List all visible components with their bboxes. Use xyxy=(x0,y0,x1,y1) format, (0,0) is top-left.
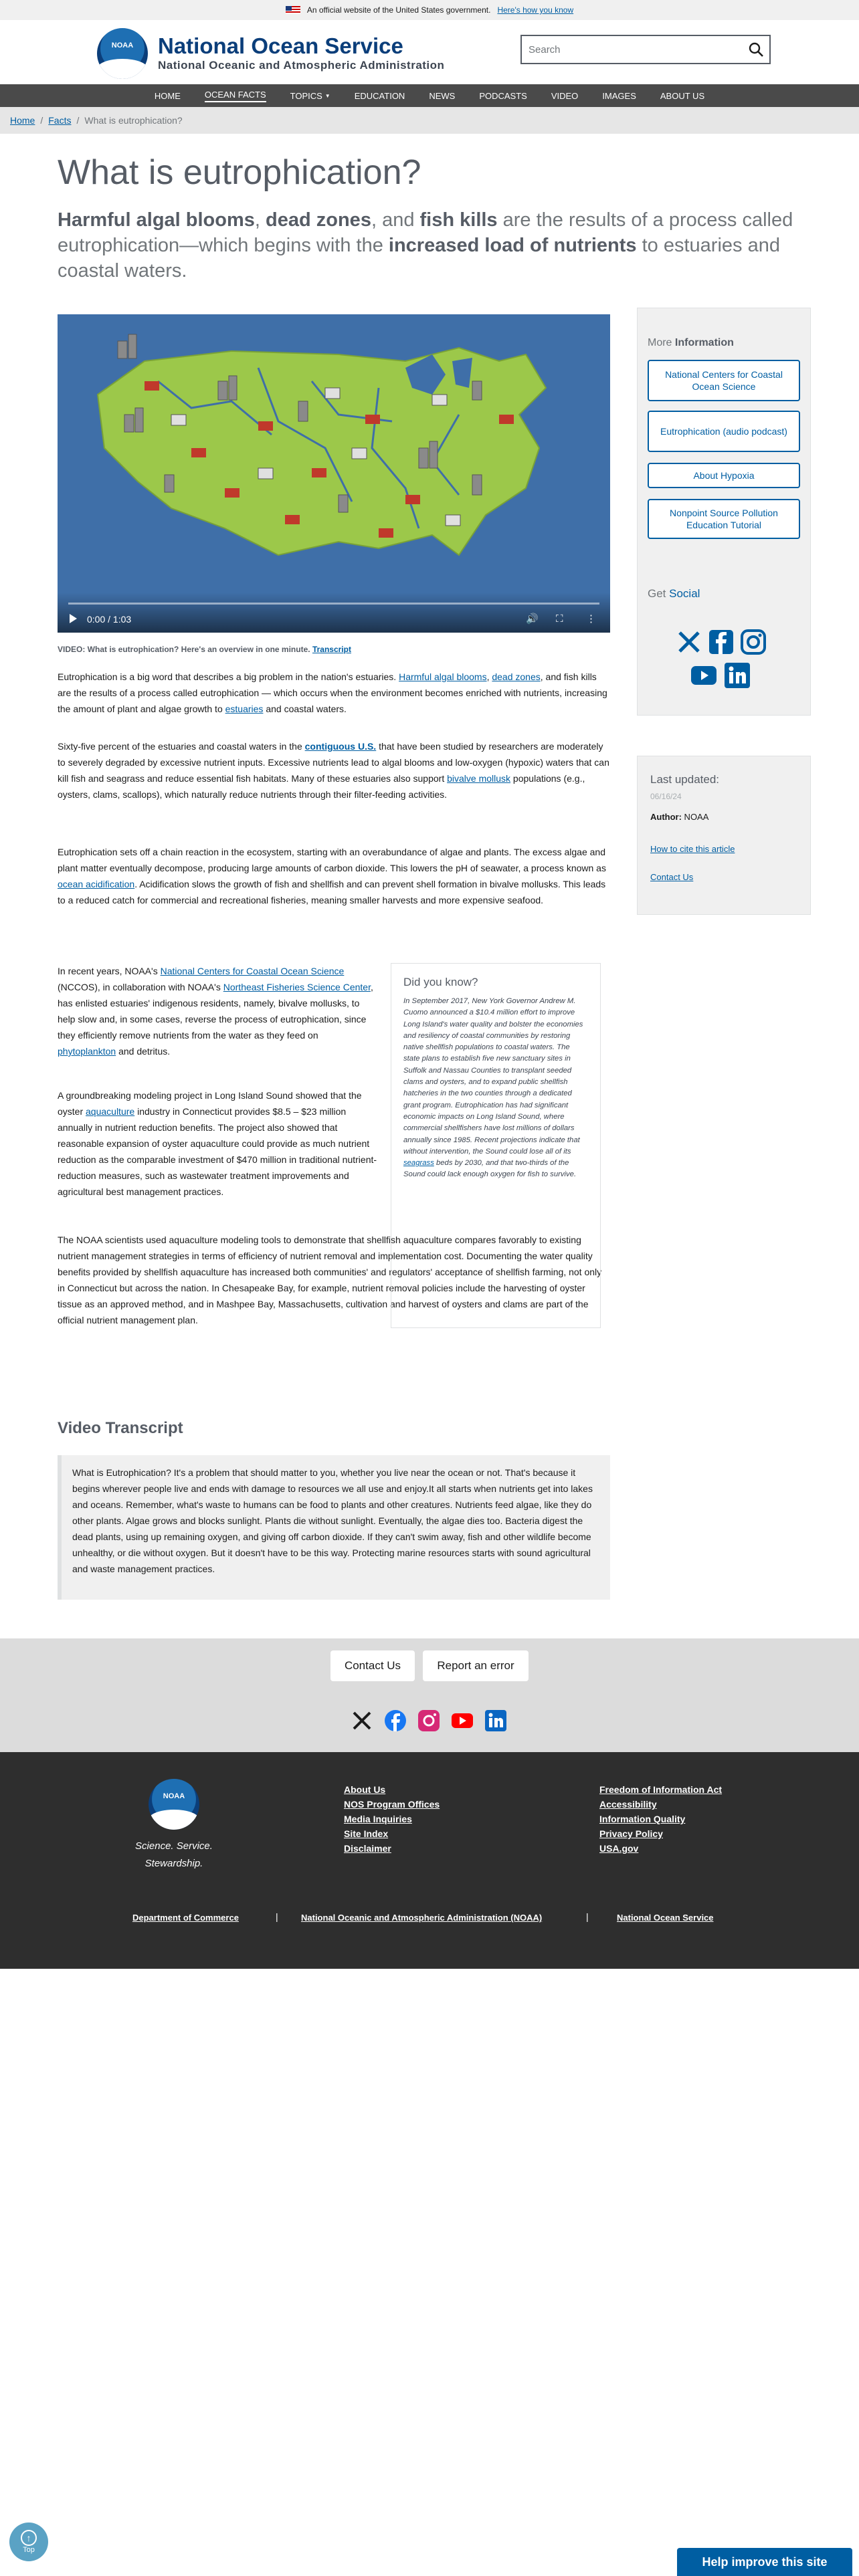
search-input[interactable] xyxy=(520,35,771,64)
footer-linkedin-icon[interactable] xyxy=(484,1709,507,1732)
search-placeholder: Search xyxy=(529,43,561,56)
breadcrumb-facts[interactable]: Facts xyxy=(48,115,72,126)
linkedin-icon[interactable] xyxy=(724,662,751,689)
breadcrumb-home[interactable]: Home xyxy=(10,115,35,126)
link-bivalve-mollusk[interactable]: bivalve mollusk xyxy=(447,773,511,784)
transcript-title: Video Transcript xyxy=(58,1419,183,1437)
footer-link-about-us[interactable]: About Us xyxy=(344,1784,386,1795)
main-nav xyxy=(0,84,859,107)
arrow-up-icon: ↑ xyxy=(21,2530,37,2546)
link-estuaries[interactable]: estuaries xyxy=(225,704,264,714)
transcript-link[interactable]: Transcript xyxy=(312,645,351,654)
video-caption: VIDEO: What is eutrophication? Here's an overview in one minute. Transcript xyxy=(58,645,351,654)
footer-link-nos[interactable]: National Ocean Service xyxy=(617,1913,714,1923)
site-footer xyxy=(0,1752,859,1969)
link-seagrass[interactable]: seagrass xyxy=(403,1159,434,1168)
footer-link-foia[interactable]: Freedom of Information Act xyxy=(599,1784,723,1795)
did-you-know-box xyxy=(391,963,601,1328)
gov-banner-text: An official website of the United States government. xyxy=(306,5,491,15)
body-paragraph-4: In recent years, NOAA's National Centers for Coastal Ocean Science (NCCOS), in collaboration with NOAA's Northeast Fisheries Science Center, has enlisted estuaries' indigenous residents, namely, bivalve mollusks, to help slow and, in some cases, reverse the process of eutrophication, since they efficiently remove nutrients from the water as they feed on phytoplankton and detritus. xyxy=(58,966,373,1057)
link-nefsc[interactable]: Northeast Fisheries Science Center xyxy=(223,982,371,992)
footer-link-privacy[interactable]: Privacy Policy xyxy=(599,1828,663,1839)
nav-ocean-facts[interactable]: OCEAN FACTS xyxy=(193,84,278,107)
breadcrumb: Home / Facts / What is eutrophication? xyxy=(0,107,859,134)
footer-link-site-index[interactable]: Site Index xyxy=(344,1828,389,1839)
cite-article-link[interactable]: How to cite this article xyxy=(650,844,735,854)
page-title: What is eutrophication? xyxy=(58,153,421,192)
video-time: 0:00 / 1:03 xyxy=(87,614,132,625)
nav-about-us[interactable]: ABOUT US xyxy=(660,90,705,101)
sidebar-button-nccos[interactable]: National Centers for Coastal Ocean Science xyxy=(648,360,800,401)
footer-noaa-logo[interactable]: NOAA xyxy=(149,1779,199,1830)
sidebar-button-hypoxia[interactable]: About Hypoxia xyxy=(648,463,800,488)
footer-link-program-offices[interactable]: NOS Program Offices xyxy=(344,1799,440,1810)
last-updated-title: Last updated: xyxy=(650,773,720,786)
play-icon[interactable] xyxy=(70,614,77,623)
body-paragraph-6: The NOAA scientists used aquaculture modeling tools to demonstrate that shellfish aquaculture compares favorably to existing nutrient management strategies in terms of efficiency of nutrient removal and implementation cost. Documenting the water quality benefits provided by shellfish aquaculture has increased both communities' and regulators' acceptance of shellfish farming, not only in Connecticut but across the nation. In Chesapeake Bay, for example, nutrient removal policies include the harvesting of oyster tissue as an approved method, and in Mashpee Bay, Massachusetts, cultivation and harvest of oysters and clams are part of the official nutrient management plan. xyxy=(58,1235,602,1325)
more-options-icon[interactable]: ⋮ xyxy=(586,613,596,625)
footer-tagline: Science. Service. Stewardship. xyxy=(135,1840,213,1869)
lead-paragraph: Harmful algal blooms, dead zones, and fish kills are the results of a process called eutrophication—which begins with the increased load of nutrients to estuaries and coastal waters. xyxy=(58,209,793,282)
more-information-title: More Information xyxy=(648,337,734,348)
site-header xyxy=(0,20,859,84)
nav-home[interactable]: HOME xyxy=(154,90,181,101)
gov-banner xyxy=(0,0,859,20)
body-paragraph-1: Eutrophication is a big word that describes a big problem in the nation's estuaries. Harmful algal blooms, dead zones, and fish kills are the results of a process called eutrophication — which occurs when the environment becomes enriched with nutrients, increasing the amount of plant and algae growth to estuaries and coastal waters. xyxy=(58,671,607,714)
contact-us-button[interactable]: Contact Us xyxy=(330,1650,415,1681)
footer-link-noaa[interactable]: National Oceanic and Atmospheric Administration (NOAA) xyxy=(301,1913,543,1923)
body-paragraph-5: A groundbreaking modeling project in Long Island Sound showed that the oyster aquaculture industry in Connecticut provides $8.5 – $23 million annually in nutrient reduction benefits. The project also showed that reasonable expansion of oyster aquaculture could provide as much nutrient reduction as the comparable investment of $470 million in traditional nutrient-reduction measures, such as wastewater treatment improvements and agricultural best management practices. xyxy=(58,1090,377,1197)
back-to-top-button[interactable]: ↑ Top xyxy=(9,2523,48,2561)
nav-education[interactable]: EDUCATION xyxy=(354,90,405,101)
breadcrumb-current: What is eutrophication? xyxy=(84,115,183,126)
footer-instagram-icon[interactable] xyxy=(417,1709,440,1732)
footer-link-accessibility[interactable]: Accessibility xyxy=(599,1799,657,1810)
did-you-know-text: In September 2017, New York Governor Andrew M. Cuomo announced a $10.4 million effort to improve Long Island's water quality and bolster the economies and resiliency of coastal communities by restoring native shellfish populations to coastal waters. The state plans to establish five new sanctuary sites in Suffolk and Nassau Counties to transplant seeded clams and oysters, and to expand public shellfish hatcheries in the two counties through a dedicated grant program. Eutrophication has had significant economic impacts on Long Island Sound, where commercial shellfishers have lost millions of dollars annually since 1985. Recent projections indicate that without intervention, the Sound could lose all of its seagrass beds by 2030, and that two-thirds of the Sound could lack enough oxygen for fish to survive. xyxy=(403,997,583,1179)
link-dead-zones[interactable]: dead zones xyxy=(492,671,541,682)
nav-video[interactable]: VIDEO xyxy=(551,90,579,101)
help-improve-button[interactable]: Help improve this site xyxy=(677,2548,852,2576)
body-paragraph-2: Sixty-five percent of the estuaries and coastal waters in the contiguous U.S. that have been studied by researchers are moderately to severely degraded by excessive nutrient inputs. Excessive nutrients lead to algal blooms and low-oxygen (hypoxic) waters that can kill fish and seagrass and reduce essential fish habitats. Many of these estuaries also support bivalve mollusk populations (e.g., oysters, clams, scallops), which naturally reduce nutrients through their filter-feeding activities. xyxy=(58,741,609,800)
instagram-icon[interactable] xyxy=(740,629,767,655)
sidebar-button-podcast[interactable]: Eutrophication (audio podcast) xyxy=(648,411,800,452)
link-phytoplankton[interactable]: phytoplankton xyxy=(58,1046,116,1057)
footer-link-commerce[interactable]: Department of Commerce xyxy=(132,1913,239,1923)
volume-icon[interactable]: 🔊 xyxy=(526,613,539,625)
report-error-button[interactable]: Report an error xyxy=(423,1650,529,1681)
video-controls xyxy=(58,593,610,633)
get-social-title: Get Social xyxy=(648,587,700,600)
youtube-icon[interactable] xyxy=(690,662,717,689)
facebook-icon[interactable] xyxy=(708,629,735,655)
link-aquaculture[interactable]: aquaculture xyxy=(86,1106,135,1117)
sidebar-button-nonpoint[interactable]: Nonpoint Source Pollution Education Tutorial xyxy=(648,499,800,539)
site-title[interactable]: National Ocean Service xyxy=(158,33,403,58)
footer-facebook-icon[interactable] xyxy=(384,1709,407,1732)
last-updated-date: 06/16/24 xyxy=(650,792,682,801)
nav-images[interactable]: IMAGES xyxy=(602,90,636,101)
nav-news[interactable]: NEWS xyxy=(429,90,456,101)
author: Author: NOAA xyxy=(650,812,709,822)
link-contiguous-us[interactable]: contiguous U.S. xyxy=(304,741,377,752)
gov-banner-link[interactable]: Here's how you know xyxy=(497,5,574,15)
x-twitter-icon[interactable] xyxy=(676,629,702,655)
nav-topics[interactable]: TOPICS ▼ xyxy=(290,90,330,101)
footer-link-media[interactable]: Media Inquiries xyxy=(344,1814,412,1824)
caret-down-icon: ▼ xyxy=(324,92,330,99)
body-paragraph-3: Eutrophication sets off a chain reaction in the ecosystem, starting with an overabundance of algae and plants. The excess algae and plant matter eventually decompose, producing large amounts of carbon dioxide. This lowers the pH of seawater, a process known as ocean acidification. Acidification slows the growth of fish and shellfish and can prevent shell formation in bivalve mollusks. This leads to a reduced catch for commercial and recreational fisheries, meaning smaller harvests and more expensive seafood. xyxy=(58,847,606,905)
site-subtitle: National Oceanic and Atmospheric Administration xyxy=(158,59,445,72)
footer-link-usagov[interactable]: USA.gov xyxy=(599,1843,639,1854)
sidebar-contact-link[interactable]: Contact Us xyxy=(650,872,694,882)
video-progress-bar[interactable] xyxy=(68,603,599,605)
video-player[interactable] xyxy=(58,314,610,633)
link-nccos[interactable]: National Centers for Coastal Ocean Science xyxy=(160,966,345,976)
link-harmful-algal-blooms[interactable]: Harmful algal blooms xyxy=(399,671,487,682)
footer-link-info-quality[interactable]: Information Quality xyxy=(599,1814,686,1824)
us-flag-icon xyxy=(286,6,300,14)
fullscreen-icon[interactable]: ⛶ xyxy=(556,613,563,625)
link-ocean-acidification[interactable]: ocean acidification xyxy=(58,879,135,889)
did-you-know-title: Did you know? xyxy=(403,976,478,988)
search-icon[interactable] xyxy=(748,41,764,58)
footer-youtube-icon[interactable] xyxy=(451,1709,474,1732)
footer-link-disclaimer[interactable]: Disclaimer xyxy=(344,1843,391,1854)
noaa-logo[interactable]: NOAA xyxy=(97,28,148,79)
transcript-text: What is Eutrophication? It's a problem that should matter to you, whether you live near the ocean or not. That's because it begins wherever people live and ends with damage to resources we all use and enjoy.It all starts when nutrients get into lakes and oceans. Remember, what's waste to humans can be food to plants and other creatures. Nutrients feed algae, like they do other plants. Algae grows and blocks sunlight. Plants die without sunlight. Eventually, the algae dies too. Bacteria digest the dead plants, using up remaining oxygen, and giving off carbon dioxide. If they can't swim away, fish and other wildlife become unhealthy, or die without oxygen. But it doesn't have to be this way. Protecting marine resources starts with sound agricultural and waste management practices. xyxy=(58,1455,610,1600)
us-map-illustration xyxy=(58,314,610,633)
nav-podcasts[interactable]: PODCASTS xyxy=(479,90,527,101)
footer-x-icon[interactable] xyxy=(351,1709,373,1732)
